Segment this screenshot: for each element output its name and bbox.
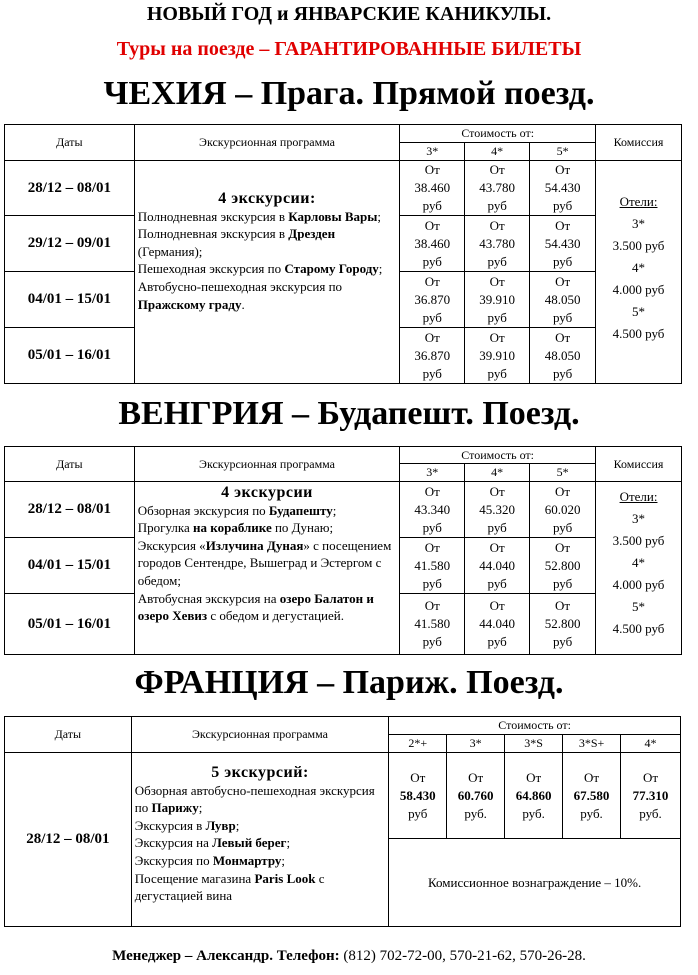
program-title: 4 экскурсии <box>221 484 313 501</box>
header-commission: Комиссия <box>596 447 682 482</box>
table-row <box>5 482 682 538</box>
date-cell: 05/01 – 16/01 <box>5 328 135 384</box>
commission-cell: Отели: 3* 3.500 руб 4* 4.000 руб 5* 4.500 руб <box>596 161 682 384</box>
price-cell: От 45.320 руб <box>465 482 530 538</box>
czech-heading: ЧЕХИЯ – Прага. Прямой поезд. <box>103 75 595 112</box>
price-cell: От 54.430 руб <box>530 216 596 272</box>
price-cell: От 77.310 руб. <box>621 753 681 839</box>
date-cell: 04/01 – 15/01 <box>5 272 135 328</box>
program-title: 5 экскурсий: <box>211 764 309 781</box>
price-cell: От 64.860 руб. <box>505 753 563 839</box>
star-header: 4* <box>465 464 530 482</box>
price-cell: От 67.580 руб. <box>563 753 621 839</box>
header-cost: Стоимость от: <box>400 447 596 464</box>
date-cell: 29/12 – 09/01 <box>5 216 135 272</box>
program-item: Экскурсия на Левый берег; <box>134 835 291 851</box>
header-program: Экскурсионная программа <box>131 717 389 753</box>
star-header: 2*+ <box>389 735 447 753</box>
footer-phones: (812) 702-72-00, 570-21-62, 570-26-28. <box>339 948 586 964</box>
price-cell: От 60.760 руб. <box>447 753 505 839</box>
date-cell: 28/12 – 08/01 <box>5 482 135 538</box>
program-item: Полнодневная экскурсия в Карловы Вары; <box>137 208 382 224</box>
price-cell: От 41.580 руб <box>400 538 465 594</box>
footer-manager: Менеджер – Александр. Телефон: <box>112 948 340 964</box>
header-dates: Даты <box>5 717 132 753</box>
price-cell: От 52.800 руб <box>530 538 596 594</box>
star-header: 3* <box>400 464 465 482</box>
table-row <box>5 753 681 839</box>
date-cell: 28/12 – 08/01 <box>5 753 132 927</box>
header-dates: Даты <box>5 447 135 482</box>
price-cell: От 41.580 руб <box>400 594 465 655</box>
page-subtitle: Туры на поезде – ГАРАНТИРОВАННЫЕ БИЛЕТЫ <box>116 38 582 60</box>
czech-table <box>4 124 682 384</box>
price-cell: От 48.050 руб <box>530 272 596 328</box>
star-header: 3*S <box>505 735 563 753</box>
page-title: НОВЫЙ ГОД и ЯНВАРСКИЕ КАНИКУЛЫ. <box>146 3 552 25</box>
program-item: Обзорная автобусно-пешеходная экскурсия по Парижу; <box>134 782 375 816</box>
commission-cell: Комиссионное вознаграждение – 10%. <box>389 839 681 927</box>
date-cell: 05/01 – 16/01 <box>5 594 135 655</box>
program-item: Автобусная экскурсия на озеро Балатон и озеро Хевиз с обедом и дегустацией. <box>137 590 374 624</box>
program-item: Обзорная экскурсия по Будапешту; <box>137 502 337 518</box>
price-cell: От 43.340 руб <box>400 482 465 538</box>
program-item: Экскурсия в Лувр; <box>134 817 240 833</box>
header-cost: Стоимость от: <box>389 717 681 735</box>
program-cell <box>131 753 389 927</box>
header-dates: Даты <box>5 125 135 161</box>
price-cell: От 36.870 руб <box>400 272 465 328</box>
hungary-table <box>4 446 682 655</box>
date-cell: 28/12 – 08/01 <box>5 161 135 216</box>
header-commission: Комиссия <box>596 125 682 161</box>
star-header: 3*S+ <box>563 735 621 753</box>
price-cell: От 43.780 руб <box>465 161 530 216</box>
star-header: 5* <box>530 143 596 161</box>
price-cell: От 38.460 руб <box>400 216 465 272</box>
program-cell <box>134 161 400 384</box>
footer-contact <box>0 948 698 965</box>
program-cell <box>134 482 400 655</box>
price-cell: От 48.050 руб <box>530 328 596 384</box>
price-cell: От 39.910 руб <box>465 328 530 384</box>
header-cost: Стоимость от: <box>400 125 596 143</box>
price-cell: От 58.430 руб <box>389 753 447 839</box>
france-heading: ФРАНЦИЯ – Париж. Поезд. <box>134 664 564 701</box>
price-cell: От 36.870 руб <box>400 328 465 384</box>
star-header: 3* <box>447 735 505 753</box>
star-header: 4* <box>621 735 681 753</box>
header-program: Экскурсионная программа <box>134 447 400 482</box>
hungary-heading: ВЕНГРИЯ – Будапешт. Поезд. <box>118 395 580 432</box>
program-item: Экскурсия по Монмартру; <box>134 852 286 868</box>
star-header: 5* <box>530 464 596 482</box>
price-cell: От 44.040 руб <box>465 594 530 655</box>
date-cell: 04/01 – 15/01 <box>5 538 135 594</box>
commission-cell: Отели: 3* 3.500 руб 4* 4.000 руб 5* 4.500 руб <box>596 482 682 655</box>
price-cell: От 39.910 руб <box>465 272 530 328</box>
program-item: Прогулка на кораблике по Дунаю; <box>137 520 334 536</box>
france-table <box>4 716 681 927</box>
price-cell: От 43.780 руб <box>465 216 530 272</box>
header-program: Экскурсионная программа <box>134 125 400 161</box>
star-header: 4* <box>465 143 530 161</box>
price-cell: От 60.020 руб <box>530 482 596 538</box>
program-item: Экскурсия «Излучина Дуная» с посещением городов Сентендре, Вышеград и Эстергом с обедом; <box>137 537 392 588</box>
price-cell: От 52.800 руб <box>530 594 596 655</box>
program-item: Автобусно-пешеходная экскурсия по Пражскому граду. <box>137 278 343 312</box>
program-item: Посещение магазина Paris Look с дегустацией вина <box>134 870 325 904</box>
price-cell: От 44.040 руб <box>465 538 530 594</box>
price-cell: От 54.430 руб <box>530 161 596 216</box>
program-item: Пешеходная экскурсия по Старому Городу; <box>137 261 383 277</box>
table-row <box>5 161 682 216</box>
star-header: 3* <box>400 143 465 161</box>
program-title: 4 экскурсии: <box>218 190 316 207</box>
price-cell: От 38.460 руб <box>400 161 465 216</box>
program-item: Полнодневная экскурсия в Дрезден (Германия); <box>137 226 336 259</box>
